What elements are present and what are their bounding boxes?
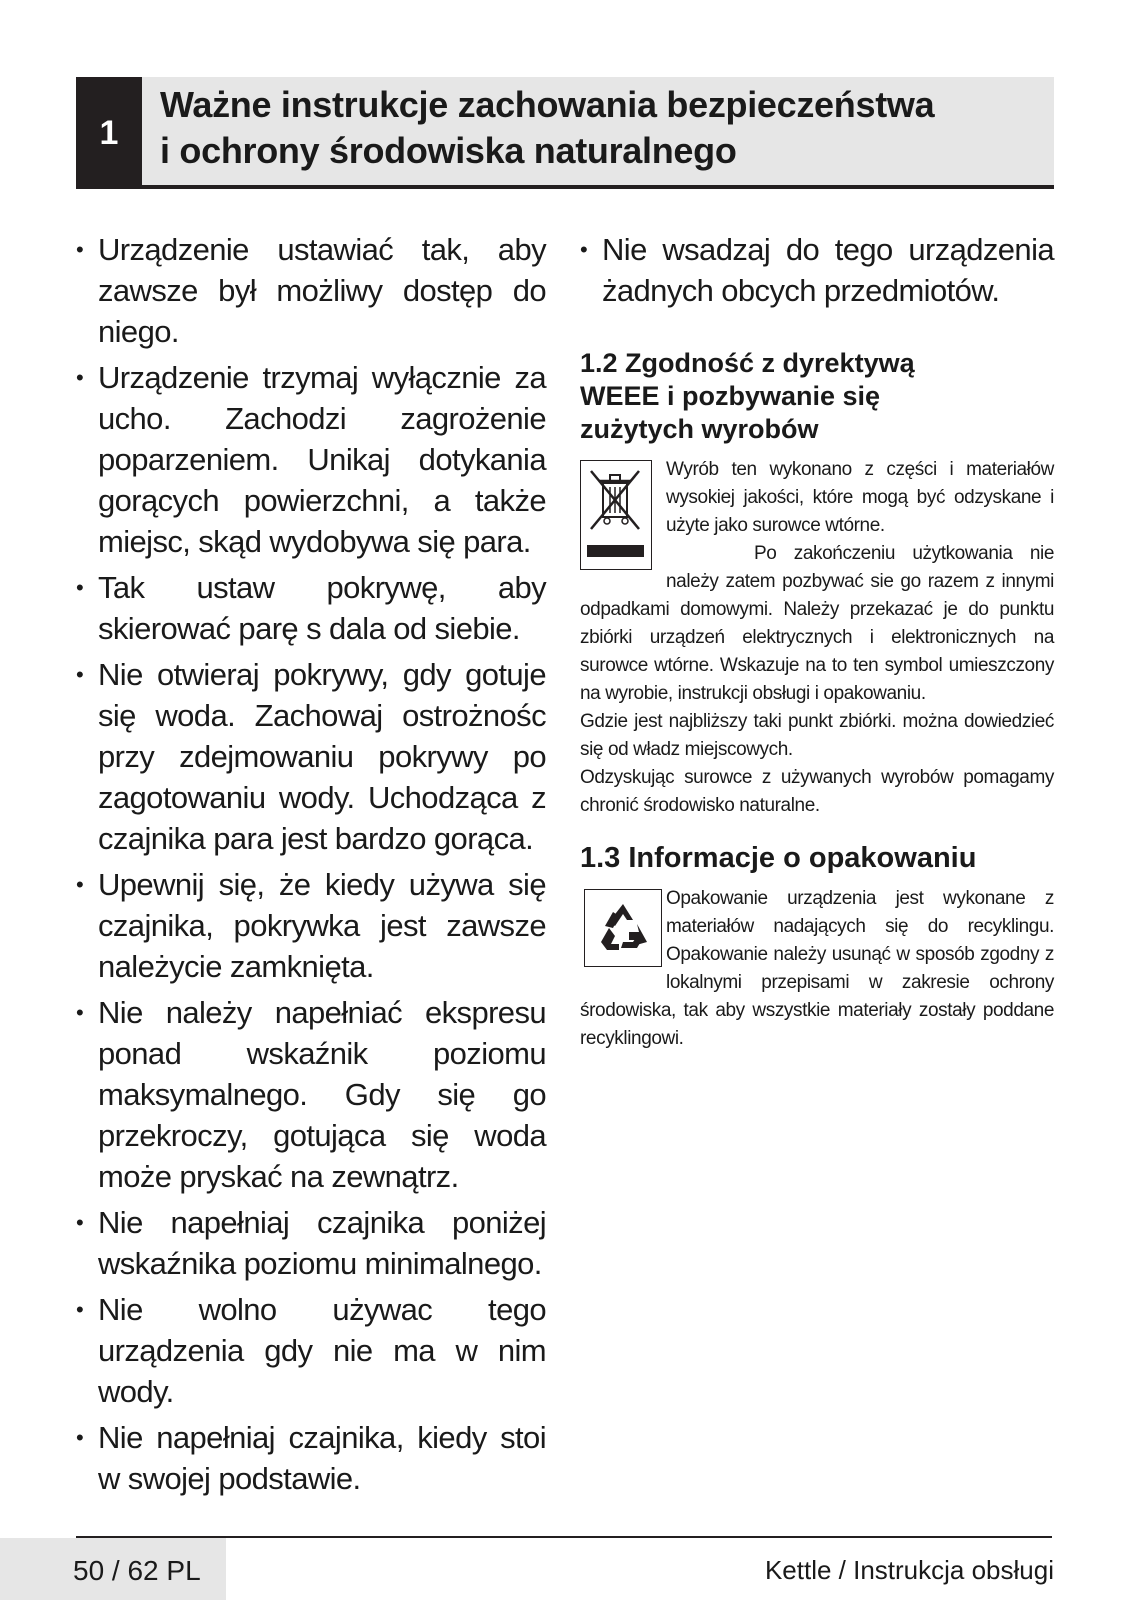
weee-paragraph-3: Gdzie jest najbliższy taki punkt zbiórki. można dowiedzieć się od władz miejscowych. bbox=[580, 711, 1054, 760]
list-item: • Nie napełniaj czajnika, kiedy stoi w swojej podstawie. bbox=[76, 1417, 546, 1499]
bullet-icon: • bbox=[580, 237, 588, 262]
list-item: • Tak ustaw pokrywę, aby skierować parę s dala od siebie. bbox=[76, 567, 546, 649]
list-item: • Nie należy napełniać ekspresu ponad wskaźnik poziomu maksymalnego. Gdy się go przekroczy, gotująca się woda może pryskać na zewnątrz. bbox=[76, 992, 546, 1197]
list-item: • Upewnij się, że kiedy używa się czajnika, pokrywka jest zawsze należycie zamknięta. bbox=[76, 864, 546, 987]
safety-list-right bbox=[580, 229, 1054, 311]
chapter-number: 1 bbox=[76, 77, 142, 189]
list-item: • Urządzenie trzymaj wyłącznie za ucho. Zachodzi zagrożenie poparzeniem. Unikaj dotykania gorących powierzchni, a także miejsc, skąd wydobywa się para. bbox=[76, 357, 546, 562]
bullet-icon: • bbox=[76, 1210, 84, 1235]
bullet-icon: • bbox=[76, 1000, 84, 1025]
list-item: • Nie wolno używac tego urządzenia gdy nie ma w nim wody. bbox=[76, 1289, 546, 1412]
chapter-title-line2: i ochrony środowiska naturalnego bbox=[160, 130, 737, 171]
safety-list-left bbox=[76, 229, 546, 1499]
weee-crossed-bin-icon bbox=[580, 460, 652, 570]
bullet-icon: • bbox=[76, 237, 84, 262]
recycle-icon bbox=[584, 889, 662, 967]
packaging-paragraph: Opakowanie urządzenia jest wykonane z materiałów nadających się do recyklingu. Opakowanie należy usunąć w sposób zgodny z lokalnymi przepisami w zakresie ochrony środowiska, tak aby wszystkie materiały zostały poddane recyklingowi. bbox=[580, 888, 1054, 1049]
bullet-icon: • bbox=[76, 365, 84, 390]
bullet-icon: • bbox=[76, 575, 84, 600]
weee-paragraph-1: Wyrób ten wykonano z części i materiałów wysokiej jakości, które mogą być odzyskane i użyte jako surowce wtórne. bbox=[666, 459, 1054, 536]
section-title-packaging: 1.3 Informacje o opakowaniu bbox=[580, 842, 977, 874]
left-column bbox=[76, 229, 546, 1504]
weee-paragraph-4: Odzyskując surowce z używanych wyrobów pomagamy chronić środowisko naturalne. bbox=[580, 767, 1054, 816]
packaging-block bbox=[580, 885, 1054, 1053]
chapter-title-line1: Ważne instrukcje zachowania bezpieczeństwa bbox=[160, 84, 935, 125]
right-column bbox=[580, 229, 1054, 1053]
weee-block bbox=[580, 456, 1054, 820]
document-title: Kettle / Instrukcja obsługi bbox=[764, 1555, 1054, 1585]
bullet-icon: • bbox=[76, 662, 84, 687]
list-item: • Nie wsadzaj do tego urządzenia żadnych obcych przedmiotów. bbox=[580, 229, 1054, 311]
list-item: • Urządzenie ustawiać tak, aby zawsze był możliwy dostęp do niego. bbox=[76, 229, 546, 352]
bullet-icon: • bbox=[76, 1425, 84, 1450]
list-item: • Nie napełniaj czajnika poniżej wskaźnika poziomu minimalnego. bbox=[76, 1202, 546, 1284]
page-number: 50 / 62 PL bbox=[73, 1555, 201, 1586]
header-rule bbox=[142, 185, 1054, 189]
section-title-weee: 1.2 Zgodność z dyrektywą WEEE i pozbywanie się zużytych wyrobów bbox=[580, 348, 915, 444]
list-item: • Nie otwieraj pokrywy, gdy gotuje się woda. Zachowaj ostrożnośc przy zdejmowaniu pokrywy po zagotowaniu wody. Uchodząca z czajnika para jest bardzo gorąca. bbox=[76, 654, 546, 859]
chapter-title bbox=[160, 82, 1050, 174]
weee-paragraph-2: Po zakończeniu użytkowania nie należy zatem pozbywać sie go razem z innymi odpadkami domowymi. Należy przekazać je do punktu zbiórki urządzeń elektrycznych i elektronicznych na surowce wtórne. Wskazuje na to ten symbol umieszczony na wyrobie, instrukcji obsługi i opakowaniu. bbox=[580, 543, 1054, 704]
bullet-icon: • bbox=[76, 1297, 84, 1322]
bullet-icon: • bbox=[76, 872, 84, 897]
